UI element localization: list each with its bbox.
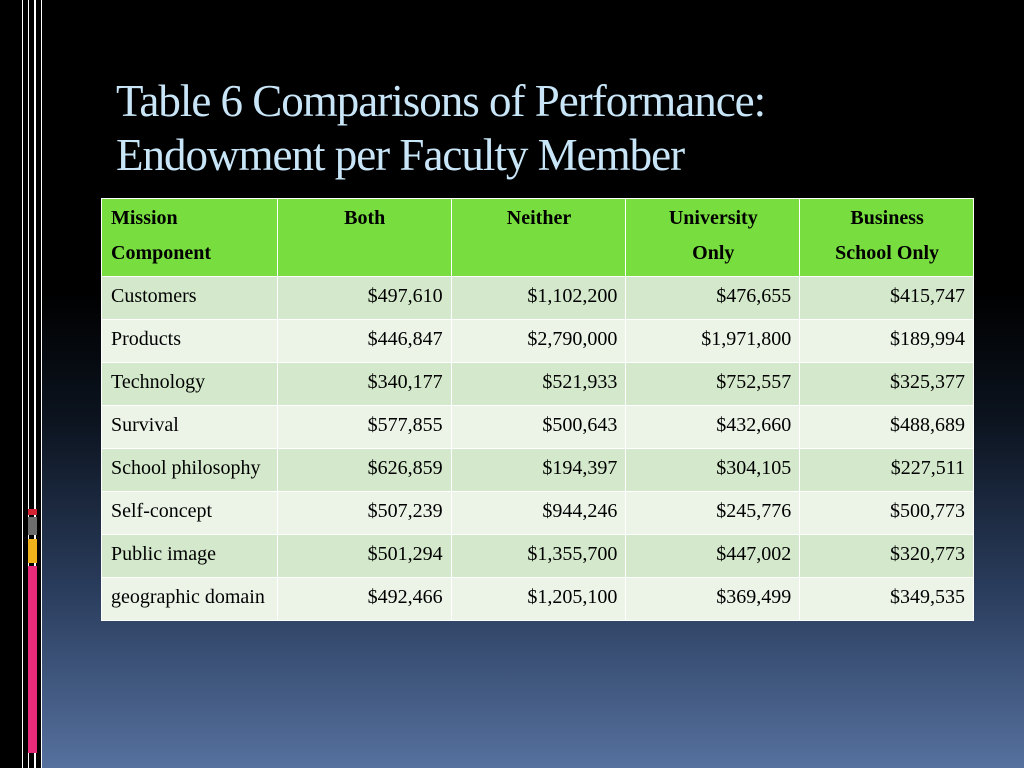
value-cell: $500,643 <box>451 406 626 449</box>
row-label-cell: geographic domain <box>102 578 278 621</box>
row-label-cell: Public image <box>102 535 278 578</box>
value-cell: $626,859 <box>277 449 451 492</box>
slide-title-line-2: Endowment per Faculty Member <box>116 130 685 180</box>
side-accent-gray <box>28 517 37 535</box>
slide-title-line-1: Table 6 Comparisons of Performance: <box>116 76 766 126</box>
value-cell: $577,855 <box>277 406 451 449</box>
value-cell: $320,773 <box>800 535 974 578</box>
column-header <box>102 199 278 277</box>
column-header-line-2: Only <box>692 242 735 264</box>
side-accent-red <box>28 509 37 515</box>
column-header <box>451 199 626 277</box>
value-cell: $245,776 <box>626 492 800 535</box>
value-cell: $340,177 <box>277 363 451 406</box>
side-accent-pink <box>28 566 37 753</box>
value-cell: $2,790,000 <box>451 320 626 363</box>
column-header-line-2: Component <box>111 242 212 264</box>
value-cell: $1,205,100 <box>451 578 626 621</box>
value-cell: $521,933 <box>451 363 626 406</box>
table-row <box>102 406 974 449</box>
row-label-cell: Products <box>102 320 278 363</box>
value-cell: $752,557 <box>626 363 800 406</box>
value-cell: $500,773 <box>800 492 974 535</box>
value-cell: $492,466 <box>277 578 451 621</box>
value-cell: $227,511 <box>800 449 974 492</box>
value-cell: $1,355,700 <box>451 535 626 578</box>
value-cell: $507,239 <box>277 492 451 535</box>
column-header-line-2: School Only <box>835 242 940 264</box>
table-row <box>102 449 974 492</box>
row-label-cell: Survival <box>102 406 278 449</box>
column-header-line-1: Business <box>850 207 924 229</box>
table-row <box>102 492 974 535</box>
column-header-line-1: Both <box>344 207 386 229</box>
header-row <box>102 199 974 277</box>
value-cell: $446,847 <box>277 320 451 363</box>
column-header <box>626 199 800 277</box>
value-cell: $415,747 <box>800 277 974 320</box>
slide-title <box>116 74 976 182</box>
value-cell: $369,499 <box>626 578 800 621</box>
value-cell: $488,689 <box>800 406 974 449</box>
value-cell: $189,994 <box>800 320 974 363</box>
table-row <box>102 535 974 578</box>
table-row <box>102 320 974 363</box>
table-row <box>102 363 974 406</box>
row-label-cell: Customers <box>102 277 278 320</box>
value-cell: $432,660 <box>626 406 800 449</box>
value-cell: $447,002 <box>626 535 800 578</box>
value-cell: $1,971,800 <box>626 320 800 363</box>
endowment-table <box>101 198 974 621</box>
table-body <box>102 277 974 621</box>
value-cell: $194,397 <box>451 449 626 492</box>
value-cell: $1,102,200 <box>451 277 626 320</box>
row-label-cell: School philosophy <box>102 449 278 492</box>
column-header-line-1: Neither <box>506 207 572 229</box>
column-header-line-1: Mission <box>111 207 178 229</box>
side-decoration-panel <box>0 0 42 768</box>
side-accent-gold <box>28 539 37 563</box>
column-header-line-1: University <box>668 207 758 229</box>
value-cell: $944,246 <box>451 492 626 535</box>
column-header <box>277 199 451 277</box>
table-header <box>102 199 974 277</box>
value-cell: $304,105 <box>626 449 800 492</box>
value-cell: $325,377 <box>800 363 974 406</box>
column-header <box>800 199 974 277</box>
value-cell: $349,535 <box>800 578 974 621</box>
value-cell: $501,294 <box>277 535 451 578</box>
value-cell: $497,610 <box>277 277 451 320</box>
row-label-cell: Self-concept <box>102 492 278 535</box>
row-label-cell: Technology <box>102 363 278 406</box>
value-cell: $476,655 <box>626 277 800 320</box>
table-row <box>102 578 974 621</box>
table-row <box>102 277 974 320</box>
